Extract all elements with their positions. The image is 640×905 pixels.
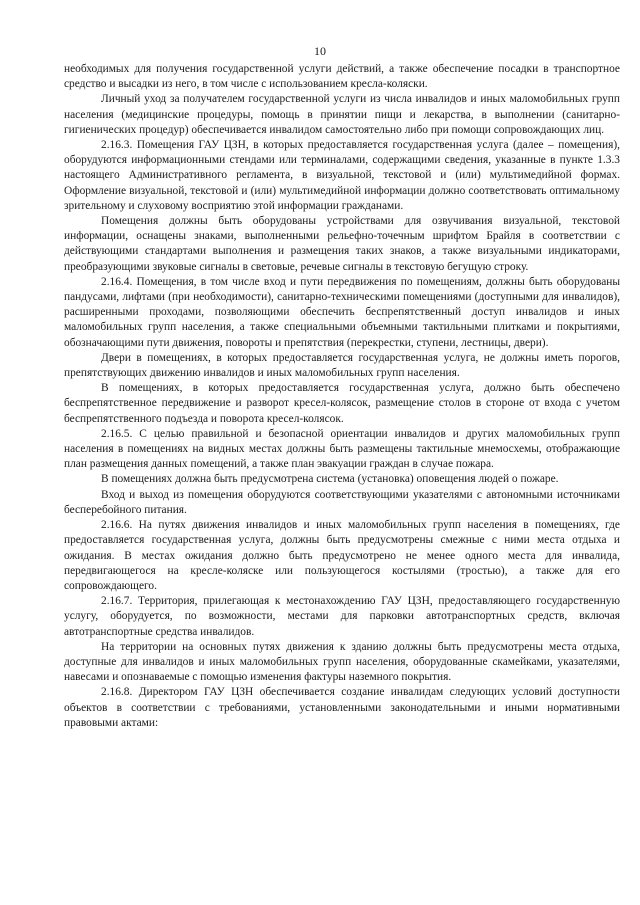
paragraph-2-16-6: 2.16.6. На путях движения инвалидов и иных маломобильных групп населения в помещениях, где предоставляется государственная услуга, должны быть предусмотрены смежные с ними места отдыха и ожидания. В местах ожидания должно быть предусмотрено не менее одного места для инвалида, передвигающегося на кресле-коляске или пользующегося костылями (тростью), а также для его сопровождающего.	[64, 519, 620, 592]
page-number: 10	[314, 44, 326, 58]
paragraph-wheelchair-movement: В помещениях, в которых предоставляется государственная услуга, должно быть обеспечено беспрепятственное передвижение и разворот кресел-колясок, размещение столов в стороне от входа с учетом беспрепятственного подъезда и поворота кресел-колясок.	[64, 382, 620, 425]
paragraph-territory-rest-places: На территории на основных путях движения к зданию должны быть предусмотрены места отдыха, доступные для инвалидов и иных маломобильных групп населения, оборудованные скамейками, указателями, навесами и опознаваемые с помощью изменения фактуры наземного покрытия.	[64, 640, 620, 684]
paragraph-doors: Двери в помещениях, в которых предоставляется государственная услуга, не должны иметь порогов, препятствующих движению инвалидов и иных маломобильных групп населения.	[64, 351, 620, 380]
paragraph-2-16-7: 2.16.7. Территория, прилегающая к местонахождению ГАУ ЦЗН, предоставляющего государственную услугу, оборудуется, по возможности, местами для парковки автотранспортных средств, включая автотранспортные средства инвалидов.	[64, 595, 620, 638]
paragraph-2-16-5: 2.16.5. С целью правильной и безопасной ориентации инвалидов и других маломобильных групп населения в помещениях на видных местах должны быть размещены тактильные мнемосхемы, отображающие план размещения данных помещений, а также план эвакуации граждан в случае пожара.	[64, 427, 620, 471]
paragraph-fire-alarm: В помещениях должна быть предусмотрена система (установка) оповещения людей о пожаре.	[101, 473, 559, 486]
paragraph-2-16-8: 2.16.8. Директором ГАУ ЦЗН обеспечивается создание инвалидам следующих условий доступности объектов в соответствии с требованиями, установленными законодательными и иными нормативными правовыми актами:	[64, 686, 620, 729]
paragraph-entrance-signs: Вход и выход из помещения оборудуются соответствующими указателями с автономными источниками бесперебойного питания.	[64, 488, 620, 516]
paragraph-personal-care: Личный уход за получателем государственной услуги из числа инвалидов и иных маломобильных групп населения (медицинские процедуры, помощь в принятии пищи и лекарства, в выполнении (санитарно-гигиенических процедур) обеспечивается инвалидом самостоятельно либо при помощи сопровождающих лиц.	[64, 93, 620, 136]
document-body	[64, 62, 620, 731]
paragraph-2-16-4: 2.16.4. Помещения, в том числе вход и пути передвижения по помещениям, должны быть оборудованы пандусами, лифтами (при необходимости), санитарно-техническими помещениями (доступными для инвалидов), расширенными проходами, позволяющими обеспечить беспрепятственный доступ инвалидов и иных маломобильных групп населения, а также специальными объемными тактильными плитками и покрытиями, обозначающими пути движения, повороты и препятствия (перекрестки, ступени, лестницы, двери).	[64, 275, 620, 349]
paragraph-braille-equipment: Помещения должны быть оборудованы устройствами для озвучивания визуальной, текстовой информации, оснащены знаками, выполненными рельефно-точечным шрифтом Брайля в соответствии с действующими стандартами выполнения и размещения таких знаков, а также визуальными индикаторами, преобразующими звуковые сигналы в световые, речевые сигналы в текстовую бегущую строку.	[64, 215, 620, 273]
paragraph-2-16-3: 2.16.3. Помещения ГАУ ЦЗН, в которых предоставляется государственная услуга (далее – помещения), оборудуются информационными стендами или терминалами, содержащими сведения, указанные в пункте 1.3.3 настоящего Административного регламента, в визуальной, текстовой и (или) мультимедийной формах. Оформление визуальной, текстовой и (или) мультимедийной информации должно соответствовать оптимальному зрительному и слуховому восприятию этой информации гражданами.	[64, 139, 620, 212]
paragraph-continuation: необходимых для получения государственной услуги действий, а также обеспечение посадки в транспортное средство и высадки из него, в том числе с использованием кресла-коляски.	[64, 63, 620, 91]
